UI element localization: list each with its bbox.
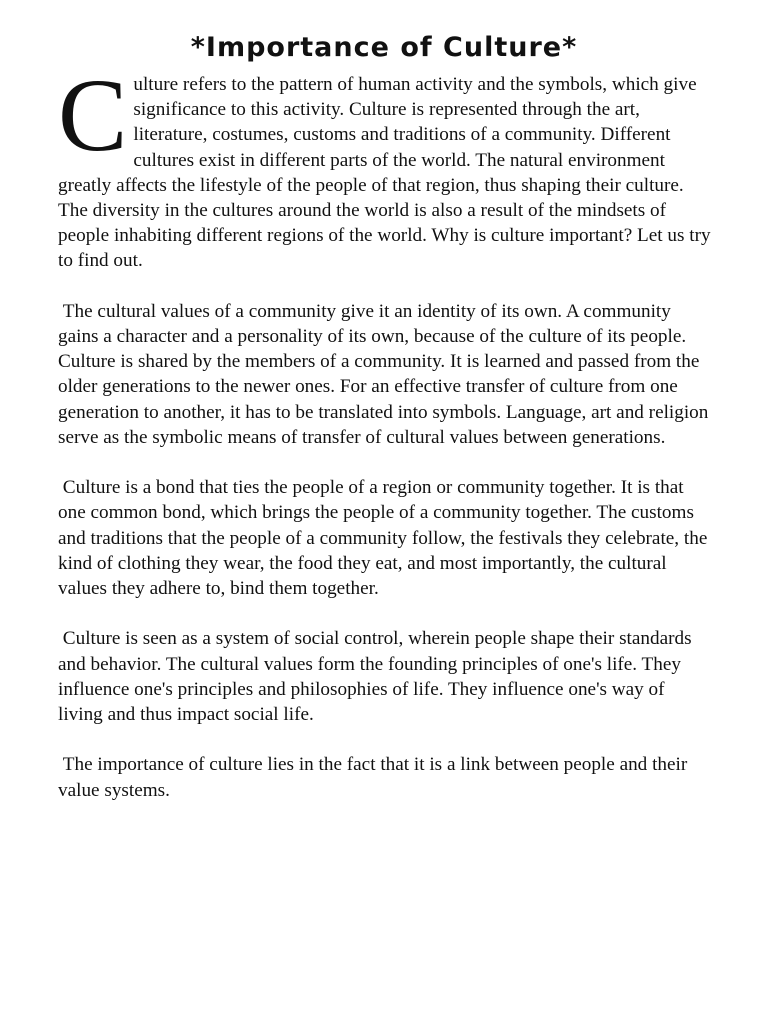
article-body — [58, 58, 714, 828]
paragraph-2: The cultural values of a community give it an identity of its own. A community gains a character and a personality of its own, because of the culture of its people. Culture is shared by the members of a community. It is learned and passed from the older generations to the newer ones. For an effective transfer of culture from one generation to another, it has to be translated into symbols. Language, art and religion serve as the symbolic means of transfer of cultural values between generations. — [58, 300, 714, 448]
paragraph-5: The importance of culture lies in the fact that it is a link between people and their value systems. — [58, 754, 693, 801]
page-title: *Importance of Culture* — [190, 32, 578, 63]
paragraph-4: Culture is seen as a system of social control, wherein people shape their standards and behavior. The cultural values form the founding principles of one's life. They influence one's principles and philosophies of life. They influence one's way of living and thus impact social life. — [58, 628, 697, 726]
paragraph-1-text: ulture refers to the pattern of human activity and the symbols, which give significance to this activity. Culture is represented through the art, literature, costumes, customs and traditions of a community. Different cultures exist in different parts of the world. The natural environment greatly affects the lifestyle of the people of that region, thus shaping their culture. The diversity in the cultures around the world is also a result of the mindsets of people inhabiting different regions of the world. Why is culture important? Let us try to find out. — [58, 74, 711, 272]
drop-cap: C — [58, 58, 128, 173]
paragraph-3: Culture is a bond that ties the people of a region or community together. It is that one common bond, which brings the people of a community together. The customs and traditions that the people of a community follow, the festivals they celebrate, the kind of clothing they wear, the food they eat, and most importantly, the cultural values they adhere to, bind them together. — [58, 477, 713, 600]
paragraph-1 — [58, 58, 713, 274]
